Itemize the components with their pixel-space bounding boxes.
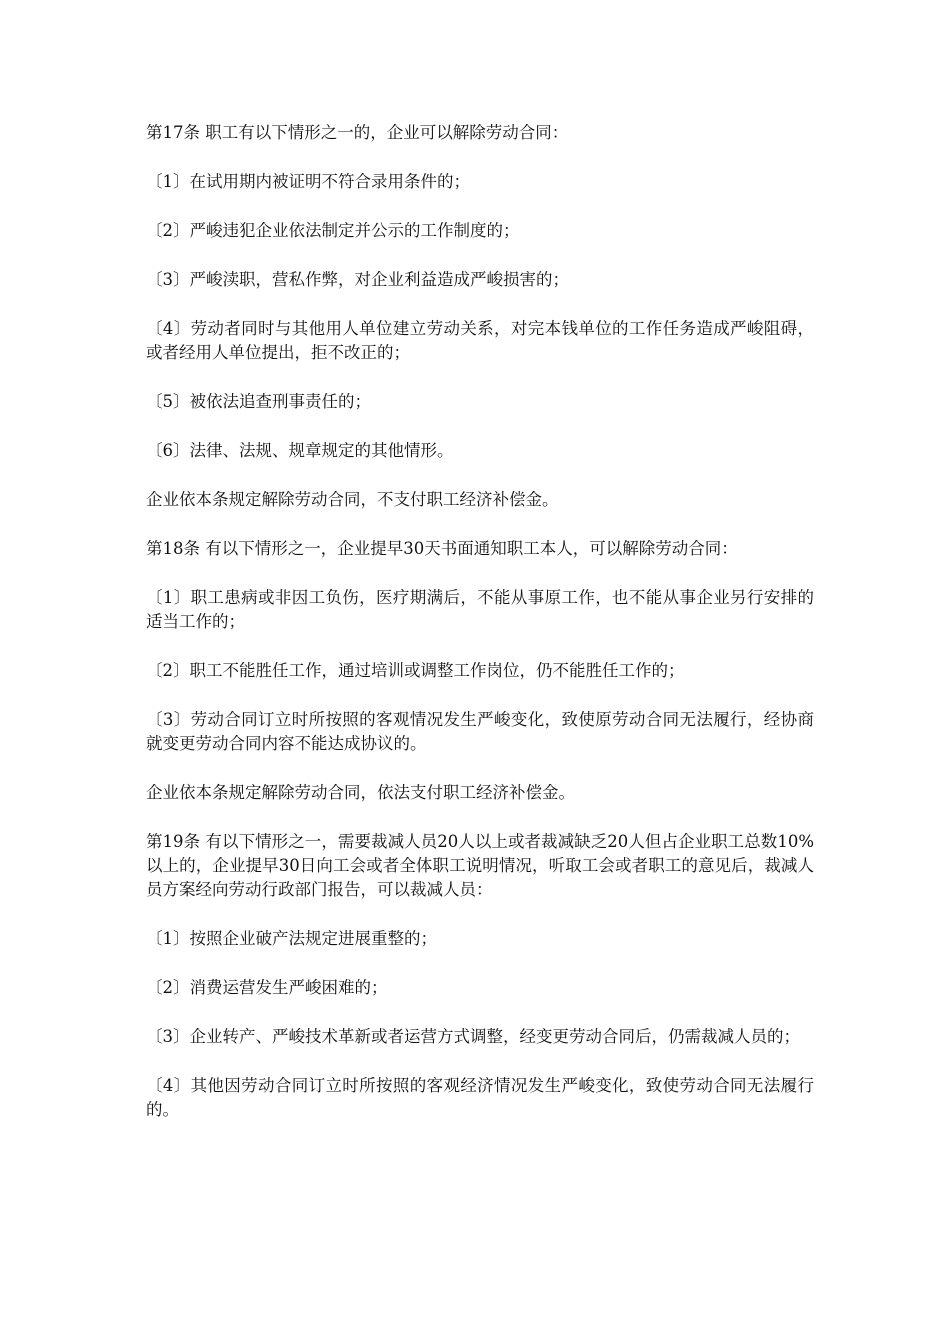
article-19-item-1: 〔1〕按照企业破产法规定进展重整的；	[146, 929, 437, 948]
article-18-item-2: 〔2〕职工不能胜任工作，通过培训或调整工作岗位，仍不能胜任工作的；	[146, 661, 685, 680]
document-body	[146, 121, 814, 1147]
article-17-item-3: 〔3〕严峻渎职，营私作弊，对企业利益造成严峻损害的；	[146, 270, 569, 289]
article-18-item-3: 〔3〕劳动合同订立时所按照的客观情况发生严峻变化，致使原劳动合同无法履行，经协商就变更劳动合同内容不能达成协议的。	[146, 710, 814, 753]
article-19-item-2: 〔2〕消费运营发生严峻困难的；	[146, 978, 388, 997]
article-17-item-5: 〔5〕被依法追查刑事责任的；	[146, 392, 371, 411]
article-18-item-1: 〔1〕职工患病或非因工负伤，医疗期满后，不能从事原工作，也不能从事企业另行安排的适当工作的；	[146, 588, 814, 631]
article-18-heading: 第18条 有以下情形之一，企业提早30天书面通知职工本人，可以解除劳动合同：	[146, 539, 738, 558]
article-17-item-1: 〔1〕在试用期内被证明不符合录用条件的；	[146, 172, 470, 191]
article-17-heading: 第17条 职工有以下情形之一的，企业可以解除劳动合同：	[146, 123, 569, 142]
article-17-item-4: 〔4〕劳动者同时与其他用人单位建立劳动关系，对完本钱单位的工作任务造成严峻阻碍，或者经用人单位提出，拒不改正的；	[146, 319, 814, 362]
article-19-item-4: 〔4〕其他因劳动合同订立时所按照的客观经济情况发生严峻变化，致使劳动合同无法履行的。	[146, 1076, 814, 1119]
article-17-item-6: 〔6〕法律、法规、规章规定的其他情形。	[146, 441, 454, 460]
article-19-heading: 第19条 有以下情形之一，需要裁减人员20人以上或者裁减缺乏20人但占企业职工总数10%以上的，企业提早30日向工会或者全体职工说明情况，听取工会或者职工的意见后，裁减人员方案经向劳动行政部门报告，可以裁减人员：	[146, 832, 814, 899]
article-17-item-2: 〔2〕严峻违犯企业依法制定并公示的工作制度的；	[146, 221, 520, 240]
article-19-item-3: 〔3〕企业转产、严峻技术革新或者运营方式调整，经变更劳动合同后，仍需裁减人员的；	[146, 1027, 800, 1046]
article-17-note: 企业依本条规定解除劳动合同，不支付职工经济补偿金。	[146, 490, 559, 509]
article-18-note: 企业依本条规定解除劳动合同，依法支付职工经济补偿金。	[146, 783, 575, 802]
